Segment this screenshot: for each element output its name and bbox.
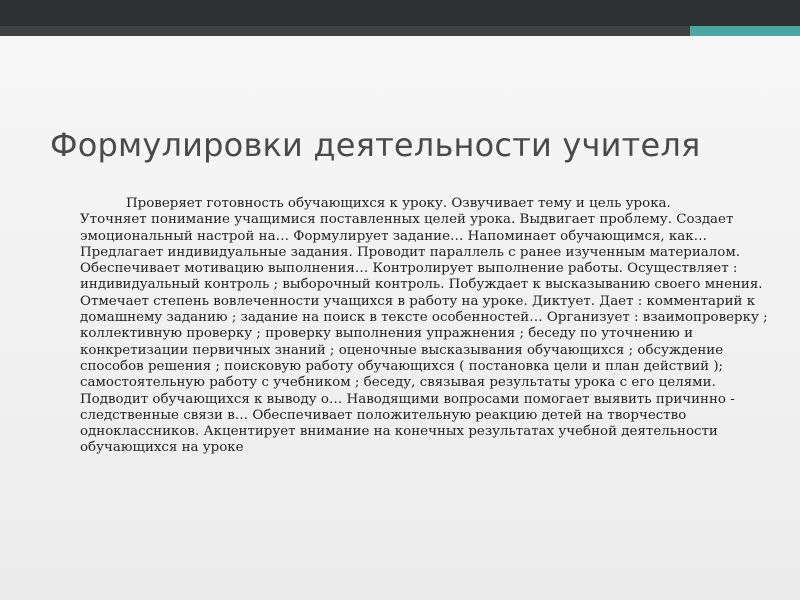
first-line: Проверяет готовность обучающихся к уроку. Озвучивает тему и цель урока. [126, 196, 671, 211]
accent-bar-dark [0, 26, 690, 36]
header-band [0, 0, 800, 26]
slide-body [58, 196, 770, 457]
slide-title: Формулировки деятельности учителя [50, 126, 701, 164]
body-text: Уточняет понимание учащимися поставленных целей урока. Выдвигает проблему. Создает эмоциональный настрой на… Формулирует задание… Напоминает обучающимся, как… Предлагает индивидуальные задания. Проводит параллель с ранее изученным материалом. Обеспечивает мотивацию выполнения… Контролирует выполнение работы. Осуществляет : индивидуальный контроль ; выборочный контроль. Побуждает к высказыванию своего мнения. Отмечает степень вовлеченности учащихся в работу на уроке. Диктует. Дает : комментарий к домашнему заданию ; задание на поиск в тексте особенностей… Организует : взаимопроверку ; коллективную проверку ; проверку выполнения упражнения ; беседу по уточнению и конкретизации первичных знаний ; оценочные высказывания обучающихся ; обсуждение способов решения ; поисковую работу обучающихся ( постановка цели и план действий ); самостоятельную работу с учебником ; беседу, связывая результаты урока с его целями. Подводит обучающихся к выводу о… Наводящими вопросами помогает выявить причинно - следственные связи в… Обеспечивает положительную реакцию детей на творчество одноклассников. Акцентирует внимание на конечных результатах учебной деятельности обучающихся на уроке [80, 212, 768, 456]
